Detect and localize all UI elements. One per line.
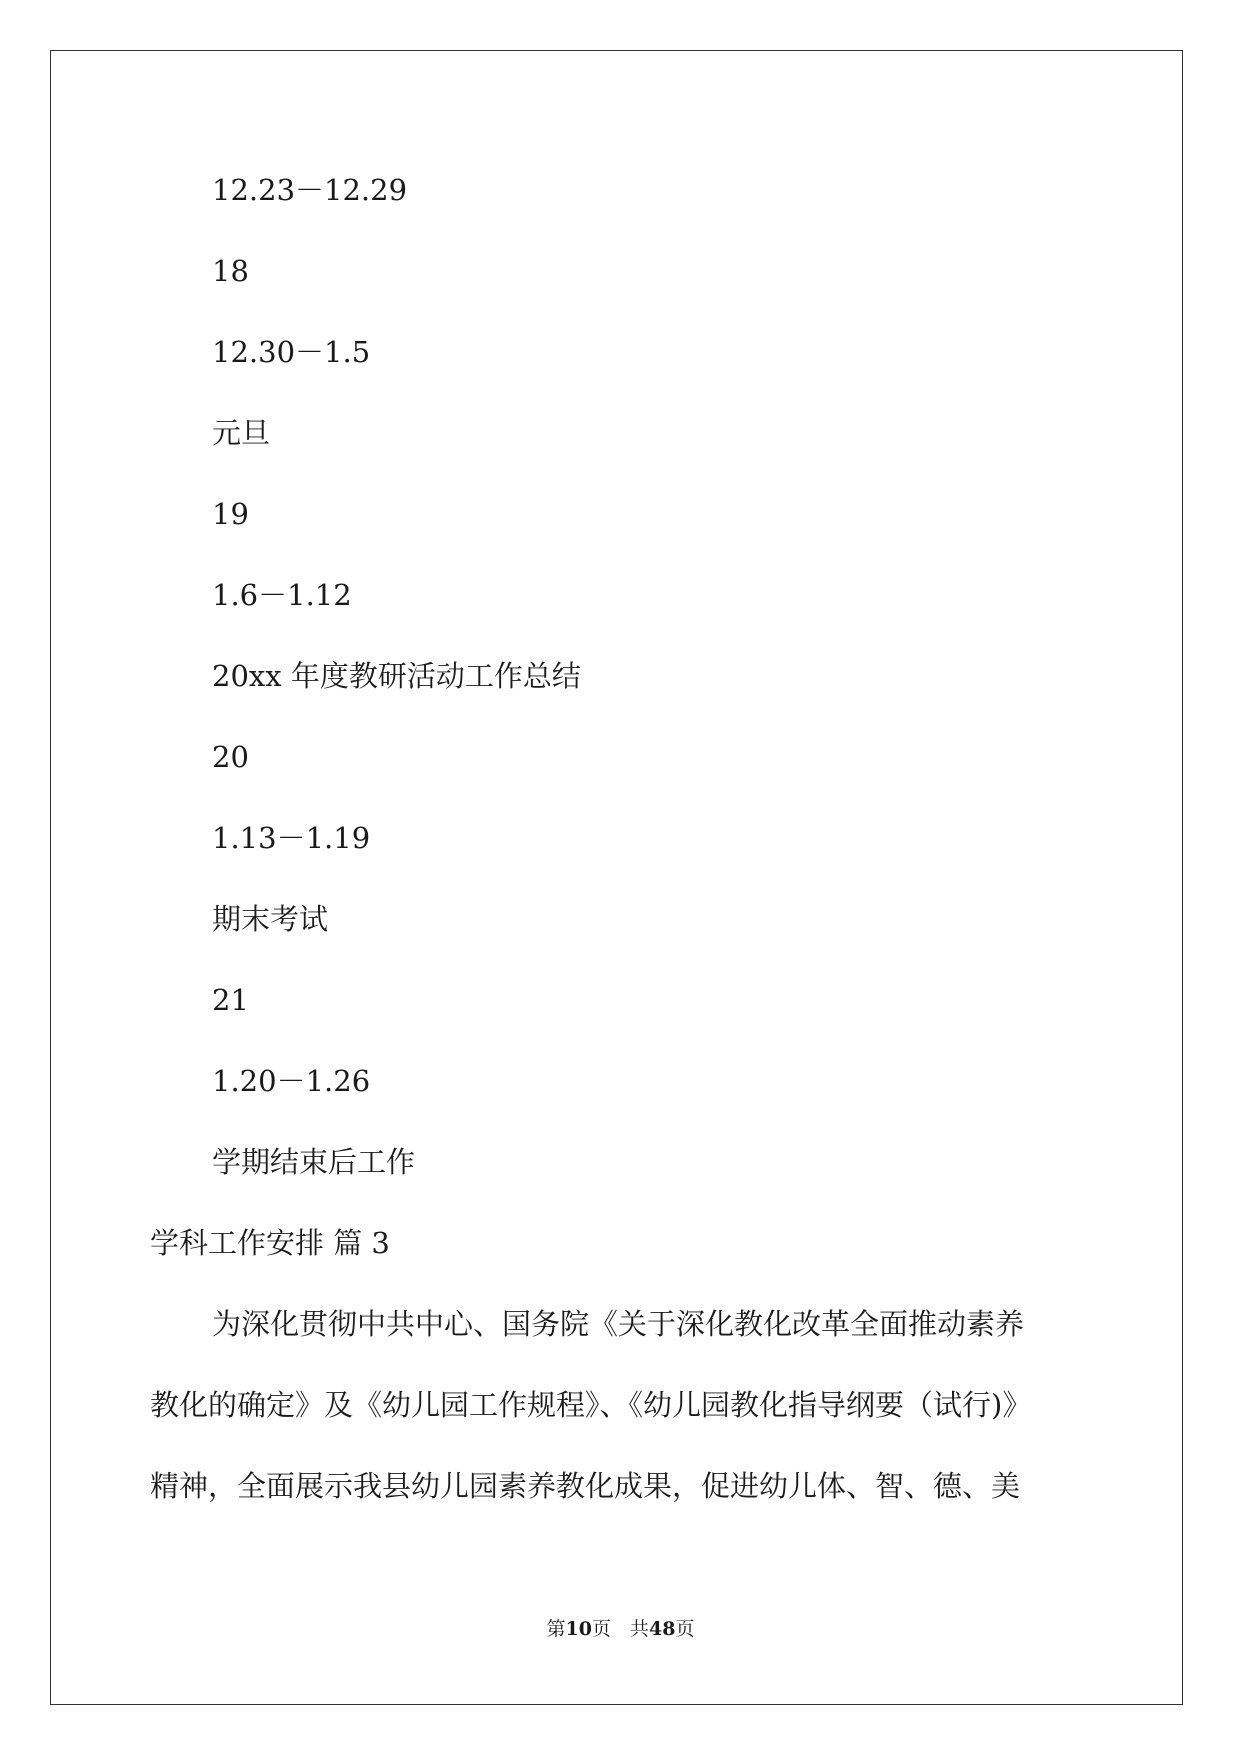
current-page-number: 10 [565,1618,592,1640]
paragraph-line: 教化的确定》及《幼儿园工作规程》、《幼儿园教化指导纲要（试行)》 [150,1388,1032,1422]
page-footer [0,1616,1241,1642]
total-pages-number: 48 [649,1618,676,1640]
schedule-line: 21 [212,983,249,1017]
schedule-line: 1.20－1.26 [212,1064,371,1098]
section-heading: 学科工作安排 篇 3 [150,1226,390,1260]
page-border [50,50,1183,1705]
footer-suffix: 页 [675,1618,695,1640]
schedule-line: 12.23－12.29 [212,173,408,207]
schedule-line: 20 [212,740,249,774]
schedule-line: 20xx 年度教研活动工作总结 [212,659,581,693]
schedule-line: 19 [212,497,249,531]
schedule-line: 学期结束后工作 [212,1145,416,1179]
schedule-line: 1.13－1.19 [212,821,371,855]
schedule-line: 期末考试 [212,902,329,936]
schedule-line: 18 [212,254,249,288]
footer-middle: 页 共 [591,1618,649,1640]
paragraph-line: 精神，全面展示我县幼儿园素养教化成果，促进幼儿体、智、德、美 [150,1469,1021,1503]
schedule-line: 1.6－1.12 [212,578,352,612]
footer-prefix: 第 [546,1618,566,1640]
schedule-line: 元旦 [212,416,271,450]
paragraph-line: 为深化贯彻中共中心、国务院《关于深化教化改革全面推动素养 [212,1307,1025,1341]
schedule-line: 12.30－1.5 [212,335,371,369]
